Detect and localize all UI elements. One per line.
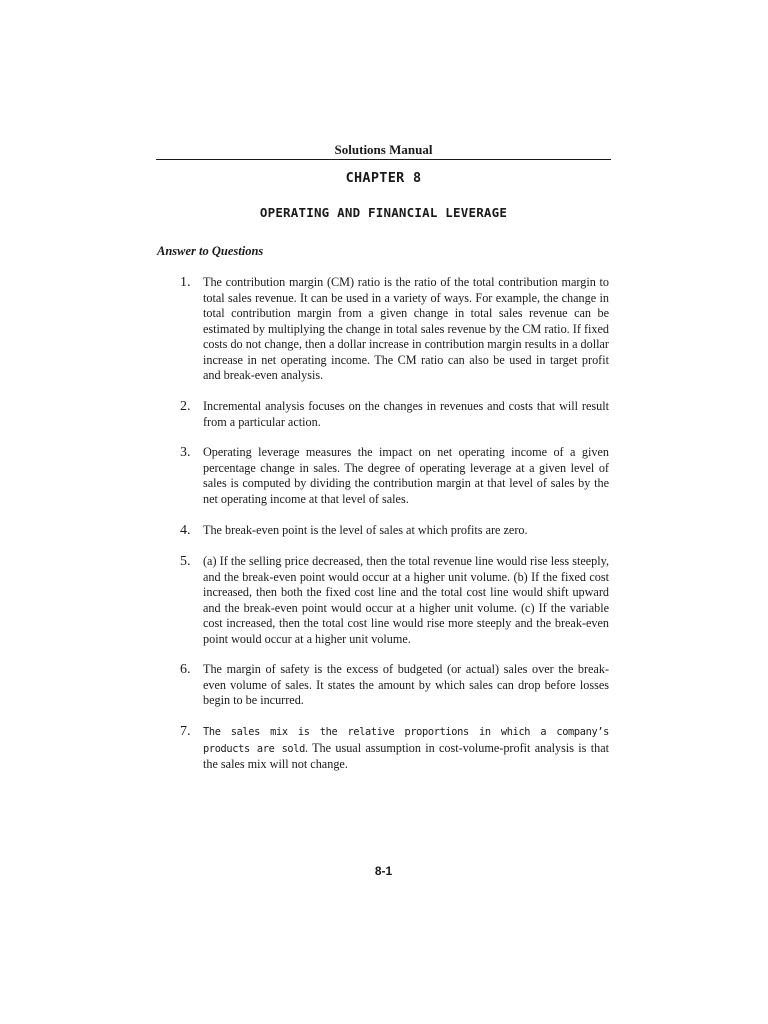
chapter-title: OPERATING AND FINANCIAL LEVERAGE bbox=[259, 205, 508, 220]
section-heading: Answer to Questions bbox=[157, 244, 264, 258]
question-answer: Incremental analysis focuses on the changes in revenues and costs that will result from a particular action. bbox=[203, 399, 609, 429]
running-header: Solutions Manual bbox=[334, 142, 433, 157]
question-answer: The contribution margin (CM) ratio is the ratio of the total contribution margin to total sales revenue. It can be used in a variety of ways. For example, the change in total contribution margin from a given change in total sales revenue can be estimated by multiplying the change in total sales revenue by the CM ratio. If fixed costs do not change, then a dollar increase in contribution margin results in a dollar increase in net operating income. The CM ratio can also be used in target profit and break-even analysis. bbox=[203, 275, 609, 382]
question-number: 3. bbox=[180, 445, 191, 460]
question-number: 6. bbox=[180, 662, 191, 677]
question-answer-mono-span: The sales mix is the relative proportions in which a company’s products are sold bbox=[203, 726, 609, 755]
question-answer: (a) If the selling price decreased, then the total revenue line would rise less steeply, and the break-even point would occur at a higher unit volume. (b) If the fixed cost increased, then both the fixed cost line and the total cost line would shift upward and the break-even point would occur at a higher unit volume. (c) If the variable cost increased, then the total cost line would rise more steeply and the break-even point would occur at a higher unit volume. bbox=[203, 554, 609, 646]
question-number: 4. bbox=[180, 523, 191, 538]
question-answer bbox=[203, 724, 609, 773]
chapter-number: CHAPTER 8 bbox=[345, 170, 422, 186]
question-answer: The margin of safety is the excess of budgeted (or actual) sales over the break-even volume of sales. It states the amount by which sales can drop before losses begin to be incurred. bbox=[203, 662, 609, 707]
question-number: 1. bbox=[180, 275, 191, 290]
question-answer: The break-even point is the level of sales at which profits are zero. bbox=[203, 523, 528, 537]
question-answer: Operating leverage measures the impact on net operating income of a given percentage change in sales. The degree of operating leverage at a given level of sales is computed by dividing the contribution margin at that level of sales by the net operating income at that level of sales. bbox=[203, 445, 609, 506]
question-answer-rest: . The usual assumption in cost-volume-profit analysis is that the sales mix will not change. bbox=[203, 740, 609, 771]
question-number: 2. bbox=[180, 399, 191, 414]
page-number: 8-1 bbox=[374, 864, 393, 878]
question-number: 7. bbox=[180, 724, 191, 739]
question-number: 5. bbox=[180, 554, 191, 569]
header-rule bbox=[156, 159, 611, 160]
